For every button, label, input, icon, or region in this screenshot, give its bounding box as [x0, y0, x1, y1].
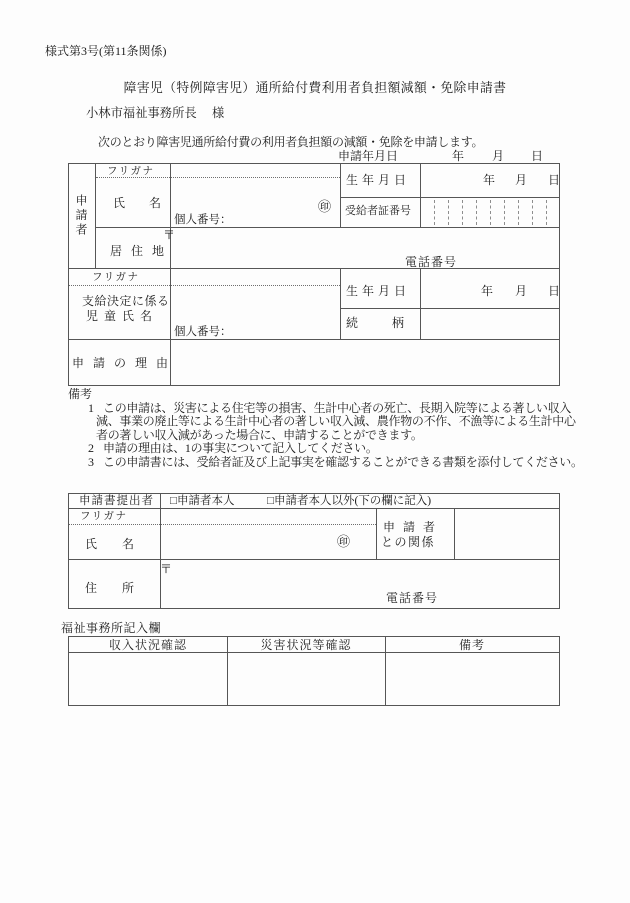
addressee-honorific: 様 — [212, 106, 225, 120]
note-item-text: 減、事業の廃止等による生計中心者の著しい収入減、農作物の不作、不漁等による生計中心 — [96, 414, 576, 428]
declaration-text: 次のとおり障害児通所給付費の利用者負担額の減額・免除を申請します。 — [98, 135, 484, 149]
child-personal-number-field[interactable] — [232, 325, 338, 338]
furigana-dotted-rule — [69, 524, 376, 525]
applicant-furigana-field[interactable] — [97, 165, 339, 177]
applicant-seal-mark: ㊞ — [318, 199, 332, 214]
submitter-relation-label-line1: 申請者 — [383, 520, 444, 534]
child-birthdate-year-unit: 年 — [481, 284, 494, 298]
addressee: 小林市福祉事務所長 — [86, 106, 197, 120]
submitter-address-label: 住所 — [85, 581, 160, 595]
child-birthdate-field[interactable] — [421, 269, 561, 307]
child-relation-field[interactable] — [421, 309, 558, 338]
furigana-dotted-rule — [69, 285, 340, 286]
applicant-name-field[interactable] — [172, 181, 338, 209]
application-date-day-unit: 日 — [531, 149, 544, 163]
application-date-month-unit: 月 — [492, 149, 505, 163]
applicant-birthdate-month-unit: 月 — [515, 173, 528, 187]
application-date-label: 申請年月日 — [338, 149, 399, 163]
applicant-postal-mark: 〒 — [163, 228, 176, 242]
applicant-furigana-label: フリガナ — [107, 166, 155, 177]
applicant-residence-label: 居住地 — [110, 244, 174, 258]
office-remarks-field[interactable] — [386, 653, 558, 705]
submitter-row-label: 申請書提出者 — [79, 495, 154, 507]
office-disaster-check-field[interactable] — [228, 653, 384, 705]
submitter-relation-field[interactable] — [456, 509, 558, 558]
application-reason-label: 申請の理由 — [72, 356, 178, 370]
submitter-name-label: 氏名 — [85, 537, 160, 551]
submitter-option-other-checkbox[interactable]: □申請者本人以外(下の欄に記入) — [267, 495, 432, 507]
child-birthdate-month-unit: 月 — [515, 284, 528, 298]
note-item-number: 1 — [88, 401, 94, 415]
office-income-check-field[interactable] — [69, 653, 226, 705]
office-column-header-disaster: 災害状況等確認 — [260, 638, 352, 652]
submitter-furigana-field[interactable] — [162, 510, 374, 523]
application-reason-field[interactable] — [172, 340, 558, 384]
child-name-label-line1: 支給決定に係る — [82, 294, 170, 308]
applicant-phone-field[interactable] — [456, 251, 558, 267]
applicant-birthdate-label: 生年月日 — [346, 173, 411, 187]
child-name-label-line2: 児童氏名 — [86, 309, 159, 323]
child-furigana-field[interactable] — [97, 270, 339, 284]
grid-line — [160, 494, 161, 608]
submitter-postal-mark: 〒 — [160, 562, 173, 576]
grid-line — [376, 508, 377, 559]
child-personal-number-label: 個人番号： — [174, 326, 232, 338]
form-number: 様式第3号(第11条関係) — [45, 44, 167, 58]
note-item-text: 申請の理由は、1の事実について記入してください。 — [103, 441, 378, 455]
applicant-side-label: 申請者 — [73, 194, 88, 238]
applicant-birthdate-year-unit: 年 — [483, 173, 496, 187]
grid-line — [95, 164, 96, 268]
note-item-text: 者の著しい収入減があった場合に、申請することができます。 — [96, 428, 423, 442]
submitter-furigana-label: フリガナ — [80, 511, 128, 522]
applicant-personal-number-label: 個人番号： — [174, 214, 232, 226]
office-section-heading: 福祉事務所記入欄 — [61, 621, 162, 635]
note-item-number: 3 — [88, 455, 94, 469]
grid-line — [454, 508, 455, 559]
grid-line — [340, 268, 341, 339]
child-birthdate-day-unit: 日 — [548, 284, 561, 298]
applicant-birthdate-day-unit: 日 — [548, 173, 561, 187]
child-relation-label: 続柄 — [346, 316, 439, 330]
submitter-option-self-checkbox[interactable]: □申請者本人 — [170, 495, 235, 507]
child-name-field[interactable] — [172, 287, 338, 323]
applicant-birthdate-field[interactable] — [421, 165, 561, 196]
note-item-text: この申請は、災害による住宅等の損害、生計中心者の死亡、長期入院等による著しい収入 — [103, 401, 572, 415]
submitter-name-field[interactable] — [162, 526, 374, 558]
applicant-phone-label: 電話番号 — [405, 255, 458, 269]
note-item-number: 2 — [88, 441, 94, 455]
office-column-header-remarks: 備考 — [458, 638, 485, 652]
submitter-phone-label: 電話番号 — [386, 591, 439, 605]
submitter-seal-mark: ㊞ — [337, 534, 351, 549]
note-item-text: この申請書には、受給者証及び上記事実を確認することができる書類を添付してください。 — [103, 455, 583, 469]
office-column-header-income: 収入状況確認 — [108, 638, 187, 652]
applicant-personal-number-field[interactable] — [232, 211, 338, 226]
grid-line — [340, 164, 341, 227]
application-date-year-unit: 年 — [452, 149, 465, 163]
notes-heading: 備考 — [68, 387, 93, 401]
recipient-cert-number-label: 受給者証番号 — [345, 205, 411, 217]
child-birthdate-label: 生年月日 — [346, 284, 411, 298]
applicant-name-label: 氏名 — [113, 196, 186, 210]
recipient-cert-number-field[interactable] — [421, 198, 558, 226]
submitter-phone-field[interactable] — [436, 590, 558, 607]
submitter-relation-label-line2: との関係 — [381, 535, 436, 549]
page-title: 障害児（特例障害児）通所給付費利用者負担額減額・免除申請書 — [123, 81, 507, 95]
child-furigana-label: フリガナ — [92, 272, 140, 283]
